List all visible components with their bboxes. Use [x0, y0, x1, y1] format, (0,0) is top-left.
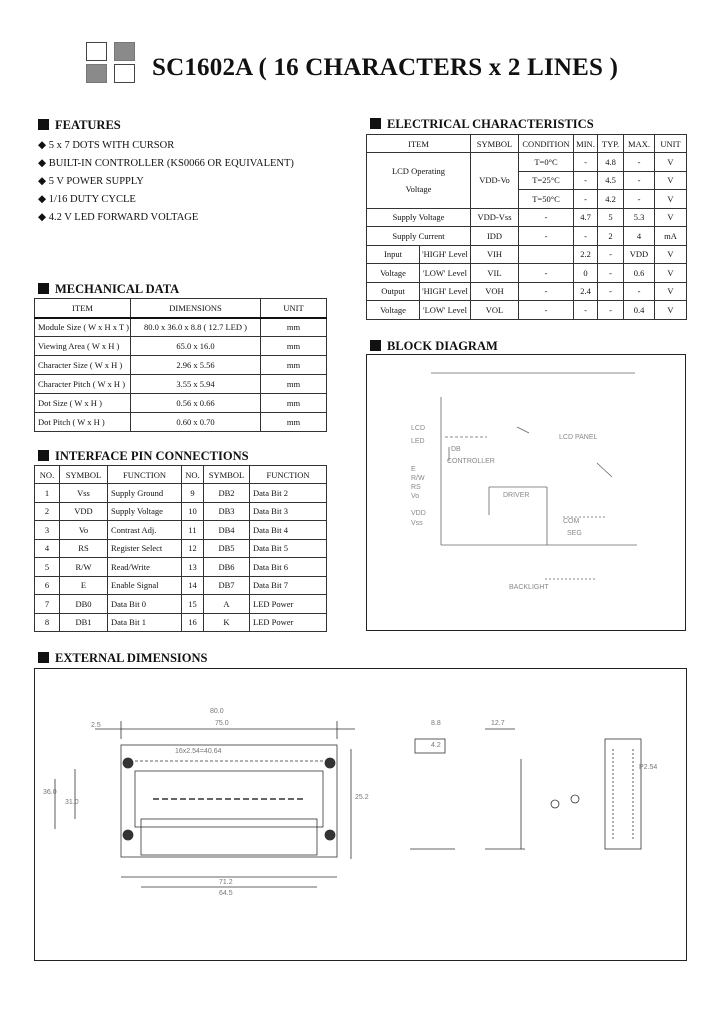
block-diagram-heading [370, 339, 498, 354]
cell: Vss [60, 484, 108, 503]
feature-text: 5 V POWER SUPPLY [48, 176, 144, 187]
cell: Data Bit 3 [250, 502, 327, 521]
cell: 2.96 x 5.56 [131, 356, 261, 375]
feature-text: 1/16 DUTY CYCLE [48, 194, 136, 205]
cell: VOL [471, 301, 519, 320]
cell: V [655, 301, 687, 320]
column-header: SYMBOL [60, 466, 108, 484]
table-row [35, 356, 327, 375]
electrical-heading [370, 117, 594, 132]
table-row [367, 282, 687, 301]
cell: mm [261, 356, 327, 375]
mechanical-table [34, 298, 327, 432]
cell: DB3 [204, 502, 250, 521]
cell: Input [367, 245, 420, 264]
table-row [367, 245, 687, 264]
diagram-label: LCD [411, 425, 426, 432]
dimension-label: 4.2 [431, 742, 441, 749]
cell: V [655, 264, 687, 283]
cell: 4 [35, 539, 60, 558]
electrical-table [366, 134, 687, 320]
cell: mm [261, 413, 327, 432]
feature-item: ◆ 5 V POWER SUPPLY [38, 176, 144, 187]
cell: Enable Signal [108, 576, 182, 595]
cell: Contrast Adj. [108, 521, 182, 540]
cell: 'LOW' Level [420, 301, 471, 320]
column-header: TYP. [598, 135, 624, 153]
column-header: NO. [35, 466, 60, 484]
cell: 15 [182, 595, 204, 614]
table-row [35, 337, 327, 356]
cell: Data Bit 0 [108, 595, 182, 614]
dimension-label: 71.2 [219, 879, 233, 886]
diagram-label: COM [563, 518, 580, 525]
cell: DB5 [204, 539, 250, 558]
cell: LED Power [250, 595, 327, 614]
table-row [35, 521, 327, 540]
cell: - [519, 282, 574, 301]
cell: V [655, 190, 687, 209]
cell: K [204, 613, 250, 632]
cell: 6 [35, 576, 60, 595]
column-header: CONDITION [519, 135, 574, 153]
cell: - [519, 264, 574, 283]
logo-square-outline [86, 42, 107, 61]
square-bullet-icon [38, 450, 49, 461]
diagram-label: RS [411, 484, 421, 491]
cell: T=50°C [519, 190, 574, 209]
table-row [35, 375, 327, 394]
cell: DB7 [204, 576, 250, 595]
cell: Supply Current [367, 227, 471, 246]
cell: 4 [624, 227, 655, 246]
cell: 2.2 [574, 245, 598, 264]
column-header: MAX. [624, 135, 655, 153]
cell [367, 153, 471, 209]
page-title: SC1602A ( 16 CHARACTERS x 2 LINES ) [152, 54, 619, 81]
cell: VDD [60, 502, 108, 521]
diagram-label: R/W [411, 475, 425, 482]
dimension-label: 31.0 [65, 799, 79, 806]
diagram-label: CONTROLLER [447, 458, 495, 465]
dimension-label: 75.0 [215, 720, 229, 727]
cell: 0.60 x 0.70 [131, 413, 261, 432]
cell: 14 [182, 576, 204, 595]
cell: mm [261, 318, 327, 337]
logo-square-outline [114, 64, 135, 83]
table-row [35, 484, 327, 503]
square-bullet-icon [38, 283, 49, 294]
cell: 7 [35, 595, 60, 614]
cell: 0.4 [624, 301, 655, 320]
diagram-label: DRIVER [503, 492, 530, 499]
cell: DB0 [60, 595, 108, 614]
mounting-hole [325, 758, 335, 768]
cell [519, 245, 574, 264]
dimension-label: 16x2.54=40.64 [175, 748, 222, 755]
external-heading-text: EXTERNAL DIMENSIONS [55, 651, 208, 665]
cell: DB6 [204, 558, 250, 577]
cell: VOH [471, 282, 519, 301]
cell: 11 [182, 521, 204, 540]
interface-table [34, 465, 327, 632]
cell: VDD [624, 245, 655, 264]
cell: E [60, 576, 108, 595]
diagram-label: Vss [411, 520, 423, 527]
square-bullet-icon [38, 652, 49, 663]
cell: Character Size ( W x H ) [35, 356, 131, 375]
cell: mm [261, 394, 327, 413]
cell: Voltage [367, 264, 420, 283]
table-row [367, 153, 687, 172]
cell: 0.56 x 0.66 [131, 394, 261, 413]
cell: - [574, 190, 598, 209]
diagram-label: LED [411, 438, 425, 445]
cell: Character Pitch ( W x H ) [35, 375, 131, 394]
table-row [367, 227, 687, 246]
cell: Supply Voltage [108, 502, 182, 521]
cell: 9 [182, 484, 204, 503]
table-header-row [35, 466, 327, 484]
cell: Dot Size ( W x H ) [35, 394, 131, 413]
cell: 3.55 x 5.94 [131, 375, 261, 394]
cell: Dot Pitch ( W x H ) [35, 413, 131, 432]
cell: VDD-Vss [471, 208, 519, 227]
cell: A [204, 595, 250, 614]
cell: 3 [35, 521, 60, 540]
cell: V [655, 153, 687, 172]
cell: 4.2 [598, 190, 624, 209]
cell: 0.6 [624, 264, 655, 283]
table-row [35, 502, 327, 521]
viewing-area [141, 819, 317, 855]
cell: - [574, 171, 598, 190]
cell: Read/Write [108, 558, 182, 577]
cell: T=25°C [519, 171, 574, 190]
table-header-row [367, 135, 687, 153]
table-row [367, 301, 687, 320]
cell: - [624, 282, 655, 301]
dimension-label: 2.5 [91, 722, 101, 729]
cell: RS [60, 539, 108, 558]
cell: 'HIGH' Level [420, 282, 471, 301]
cell: DB1 [60, 613, 108, 632]
cell: 12 [182, 539, 204, 558]
cell: IDD [471, 227, 519, 246]
column-header: UNIT [655, 135, 687, 153]
table-row [35, 613, 327, 632]
dimension-label: 36.0 [43, 789, 57, 796]
cell: 2 [598, 227, 624, 246]
cell: Data Bit 4 [250, 521, 327, 540]
table-row [35, 576, 327, 595]
cell: Data Bit 6 [250, 558, 327, 577]
cell: 0 [574, 264, 598, 283]
mounting-hole [123, 758, 133, 768]
cell: 5.3 [624, 208, 655, 227]
cell: 5 [35, 558, 60, 577]
column-header: ITEM [367, 135, 471, 153]
external-dimensions-drawing [35, 669, 686, 960]
electrical-heading-text: ELECTRICAL CHARACTERISTICS [387, 117, 594, 131]
cell: Viewing Area ( W x H ) [35, 337, 131, 356]
cell: 8 [35, 613, 60, 632]
table-row [35, 558, 327, 577]
diagram-label: BACKLIGHT [509, 584, 549, 591]
dimension-label: 80.0 [210, 708, 224, 715]
column-header: FUNCTION [108, 466, 182, 484]
table-row [35, 394, 327, 413]
cell-text: LCD Operating [391, 166, 446, 177]
cell: Output [367, 282, 420, 301]
logo-square-filled [114, 42, 135, 61]
cell: Supply Voltage [367, 208, 471, 227]
external-dimensions-frame [34, 668, 687, 961]
table-row [35, 595, 327, 614]
feature-text: 5 x 7 DOTS WITH CURSOR [48, 140, 175, 151]
cell: - [519, 208, 574, 227]
feature-item: ◆ 1/16 DUTY CYCLE [38, 194, 136, 205]
external-heading [38, 651, 207, 666]
cell: 2.4 [574, 282, 598, 301]
dimension-label: 8.8 [431, 720, 441, 727]
dimension-label: P2.54 [639, 764, 658, 771]
diagram-label: VDD [411, 510, 426, 517]
block-diagram-heading-text: BLOCK DIAGRAM [387, 339, 498, 353]
cell: - [624, 153, 655, 172]
cell: - [598, 245, 624, 264]
cell: - [574, 227, 598, 246]
cell: - [598, 282, 624, 301]
table-row [367, 208, 687, 227]
cell: - [519, 227, 574, 246]
column-header: NO. [182, 466, 204, 484]
diagram-label: E [411, 466, 416, 473]
diagram-label: Vo [411, 493, 420, 500]
cell: 5 [598, 208, 624, 227]
cell-text: Voltage [405, 184, 432, 195]
cell: 80.0 x 36.0 x 8.8 ( 12.7 LED ) [131, 318, 261, 337]
interface-heading-text: INTERFACE PIN CONNECTIONS [55, 449, 249, 463]
cell: 4.8 [598, 153, 624, 172]
cell: 'LOW' Level [420, 264, 471, 283]
cell: 10 [182, 502, 204, 521]
feature-item: ◆ 4.2 V LED FORWARD VOLTAGE [38, 212, 199, 223]
cell: LED Power [250, 613, 327, 632]
cell: - [624, 190, 655, 209]
column-header: MIN. [574, 135, 598, 153]
cell: V [655, 208, 687, 227]
cell: 'HIGH' Level [420, 245, 471, 264]
cell: V [655, 171, 687, 190]
cell: Data Bit 1 [108, 613, 182, 632]
cell: T=0°C [519, 153, 574, 172]
feature-item: ◆ BUILT-IN CONTROLLER (KS0066 OR EQUIVALENT) [38, 158, 294, 169]
module-outline [121, 745, 337, 857]
cell: - [574, 153, 598, 172]
cell: - [624, 171, 655, 190]
cell: 16 [182, 613, 204, 632]
cell: VIL [471, 264, 519, 283]
square-bullet-icon [38, 119, 49, 130]
cell: mm [261, 337, 327, 356]
cell: Register Select [108, 539, 182, 558]
cell: - [574, 301, 598, 320]
column-header: FUNCTION [250, 466, 327, 484]
features-heading [38, 118, 121, 133]
block-diagram-frame [366, 354, 686, 631]
cell: 13 [182, 558, 204, 577]
cell: R/W [60, 558, 108, 577]
cell: 4.5 [598, 171, 624, 190]
features-heading-text: FEATURES [55, 118, 121, 132]
feature-text: 4.2 V LED FORWARD VOLTAGE [48, 212, 199, 223]
cell: Voltage [367, 301, 420, 320]
dimension-label: 64.5 [219, 890, 233, 897]
mounting-hole [325, 830, 335, 840]
table-row [35, 318, 327, 337]
square-bullet-icon [370, 118, 381, 129]
mechanical-heading-text: MECHANICAL DATA [55, 282, 180, 296]
table-row [35, 413, 327, 432]
cell: - [519, 301, 574, 320]
feature-item: ◆ 5 x 7 DOTS WITH CURSOR [38, 140, 175, 151]
dimension-label: 12.7 [491, 720, 505, 727]
cell: mA [655, 227, 687, 246]
cell: Supply Ground [108, 484, 182, 503]
cell: VIH [471, 245, 519, 264]
column-header: SYMBOL [204, 466, 250, 484]
cell: 65.0 x 16.0 [131, 337, 261, 356]
cell: Vo [60, 521, 108, 540]
diagram-label: LCD PANEL [559, 434, 598, 441]
cell: Data Bit 7 [250, 576, 327, 595]
cell: V [655, 282, 687, 301]
column-header: ITEM [35, 299, 131, 318]
column-header: SYMBOL [471, 135, 519, 153]
table-header-row [35, 299, 327, 318]
square-bullet-icon [370, 340, 381, 351]
table-row [367, 264, 687, 283]
dimension-label: 25.2 [355, 794, 369, 801]
diagram-label: DB [451, 446, 461, 453]
column-header: DIMENSIONS [131, 299, 261, 318]
cell: Data Bit 5 [250, 539, 327, 558]
cell: DB4 [204, 521, 250, 540]
mechanical-heading [38, 282, 179, 297]
cell: - [598, 264, 624, 283]
cell: - [598, 301, 624, 320]
column-header: UNIT [261, 299, 327, 318]
interface-heading [38, 449, 249, 464]
cell: Module Size ( W x H x T ) [35, 318, 131, 337]
diagram-label: SEG [567, 530, 582, 537]
cell: 4.7 [574, 208, 598, 227]
table-row [35, 539, 327, 558]
block-diagram-figure [367, 355, 685, 630]
cell: mm [261, 375, 327, 394]
mounting-hole [123, 830, 133, 840]
cell: V [655, 245, 687, 264]
cell: Data Bit 2 [250, 484, 327, 503]
cell: VDD-Vo [471, 153, 519, 209]
cell: 1 [35, 484, 60, 503]
cell: DB2 [204, 484, 250, 503]
cell: 2 [35, 502, 60, 521]
feature-text: BUILT-IN CONTROLLER (KS0066 OR EQUIVALENT) [48, 158, 294, 169]
logo-square-filled [86, 64, 107, 83]
